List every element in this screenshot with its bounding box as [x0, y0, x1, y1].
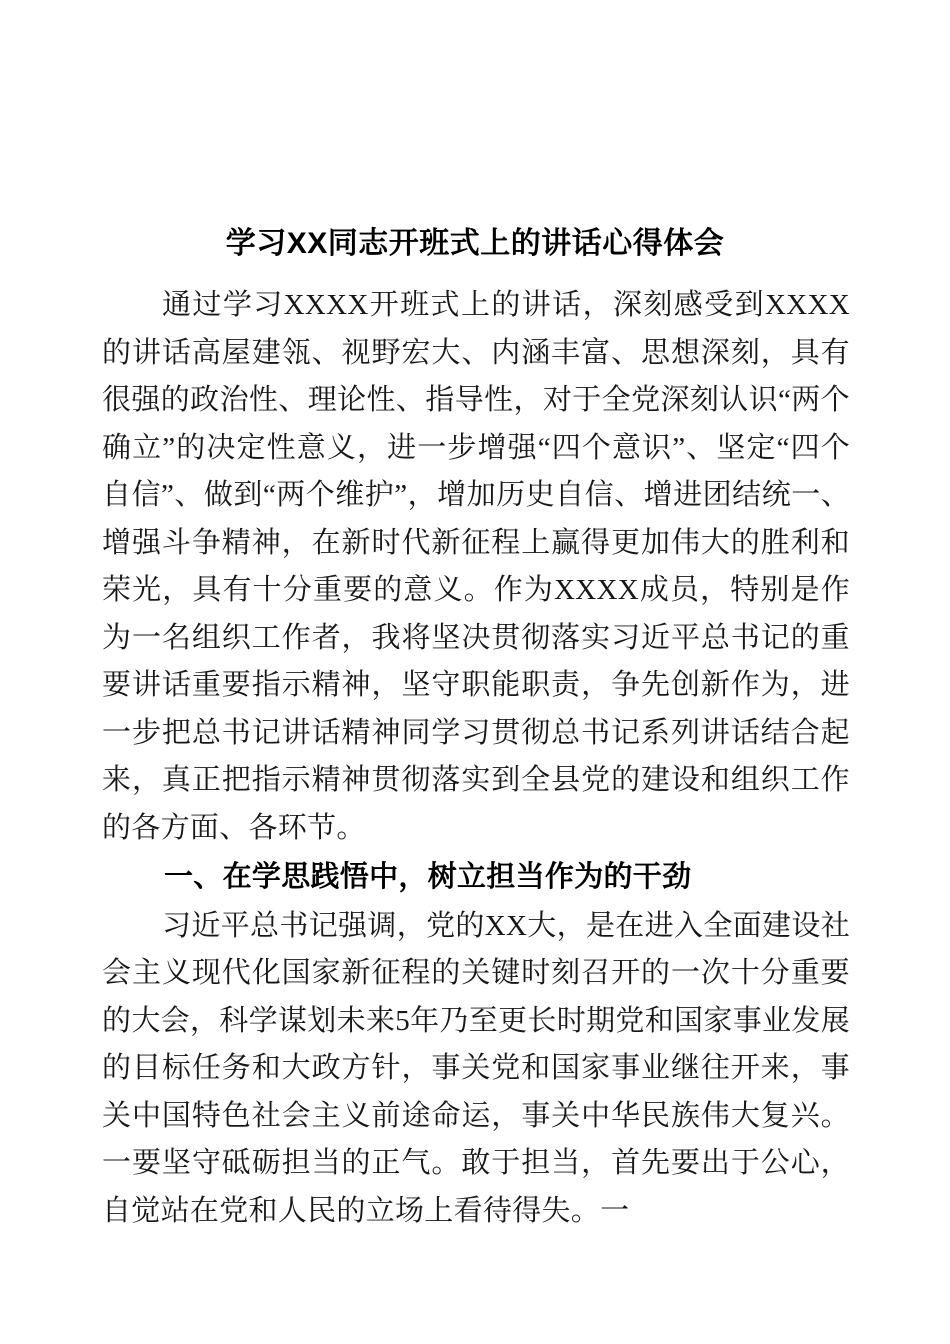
section-heading-one: 一、在学思践悟中，树立担当作为的干劲: [164, 861, 692, 893]
paragraph-section-one-body: 习近平总书记强调，党的XX大，是在进入全面建设社会主义现代化国家新征程的关键时刻召开的一次十分重要的大会，科学谋划未来5年乃至更长时期党和国家事业发展的目标任务和大政方针，事关党和国家事业继往开来，事关中国特色社会主义前途命运，事关中华民族伟大复兴。一要坚守砥砺担当的正气。敢于担当，首先要出于公心，自觉站在党和人民的立场上看待得失。一: [102, 909, 850, 1227]
page-title: 学习XX同志开班式上的讲话心得体会: [225, 227, 725, 261]
paragraph-intro: 通过学习XXXX开班式上的讲话，深刻感受到XXXX的讲话高屋建瓴、视野宏大、内涵丰富、思想深刻，具有很强的政治性、理论性、指导性，对于全党深刻认识“两个确立”的决定性意义，进一步增强“四个意识”、坚定“四个自信”、做到“两个维护”，增加历史自信、增进团结统一、增强斗争精神，在新时代新征程上赢得更加伟大的胜利和荣光，具有十分重要的意义。作为XXXX成员，特别是作为一名组织工作者，我将坚决贯彻落实习近平总书记的重要讲话重要指示精神，坚守职能职责，争先创新作为，进一步把总书记讲话精神同学习贯彻总书记系列讲话结合起来，真正把指示精神贯彻落实到全县党的建设和组织工作的各方面、各环节。: [102, 289, 850, 844]
document-body: [102, 282, 850, 1235]
